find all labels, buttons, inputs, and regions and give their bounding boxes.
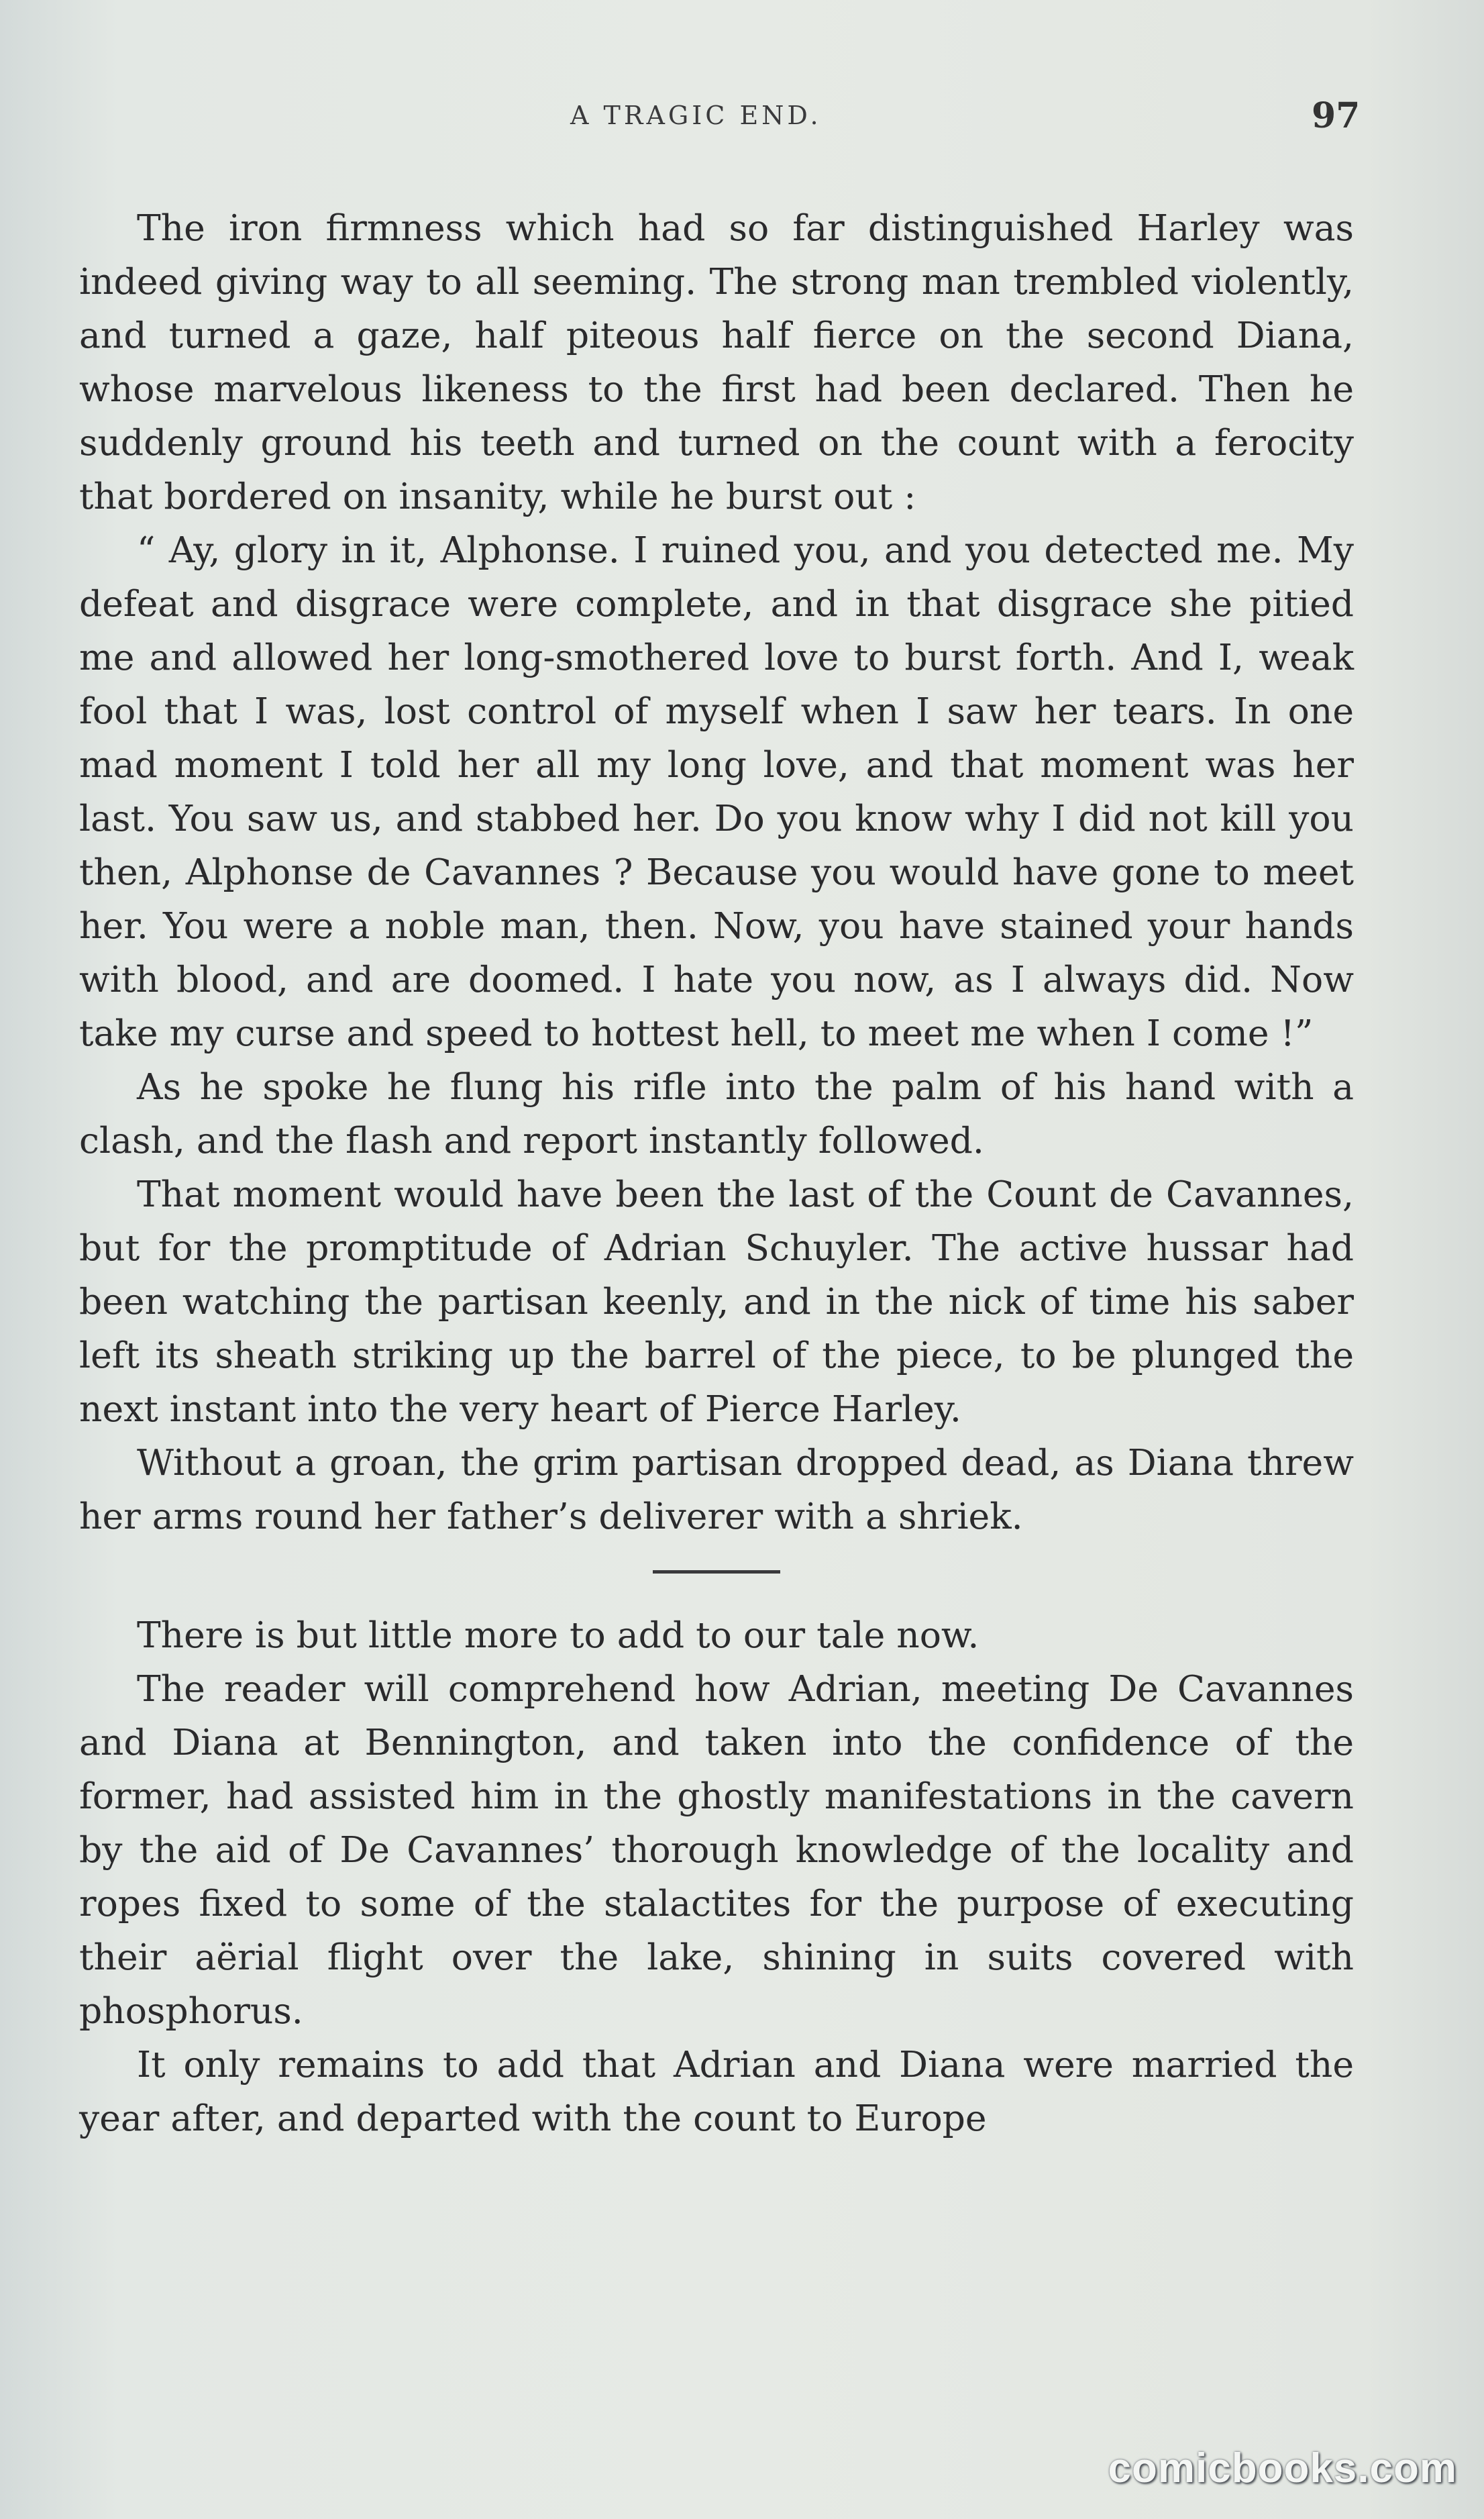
section-divider <box>653 1570 780 1574</box>
page-number: 97 <box>1312 95 1361 136</box>
paragraph: Without a groan, the grim partisan dropped dead, as Diana threw her arms round her father’s deliverer with a shriek. <box>79 1441 1354 1537</box>
running-head <box>0 95 1484 148</box>
paragraph: The reader will comprehend how Adrian, meeting De Cavannes and Diana at Bennington, and taken into the confidence of the former, had assisted him in the ghostly manifestations in the cavern by the aid of De Cavannes’ thorough knowledge of the locality and ropes fixed to some of the stalactites for the purpose of executing their aërial flight over the lake, shining in suits covered with phosphorus. <box>79 1667 1354 2032</box>
paragraph: It only remains to add that Adrian and Diana were married the year after, and departed with the count to Europe <box>79 2043 1354 2139</box>
paragraph: The iron firmness which had so far distinguished Harley was indeed giving way to all seeming. The strong man trembled violently, and turned a gaze, half piteous half fierce on the second Diana, whose marvelous likeness to the first had been declared. Then he suddenly ground his teeth and turned on the count with a ferocity that bordered on insanity, while he burst out : <box>79 207 1354 517</box>
paragraph: “ Ay, glory in it, Alphonse. I ruined you, and you detected me. My defeat and disgrace were complete, and in that disgrace she pitied me and allowed her long-smothered love to burst forth. And I, weak fool that I was, lost control of myself when I saw her tears. In one mad moment I told her all my long love, and that moment was her last. You saw us, and stabbed her. Do you know why I did not kill you then, Alphonse de Cavannes ? Because you would have gone to meet her. You were a noble man, then. Now, you have stained your hands with blood, and are doomed. I hate you now, as I always did. Now take my curse and speed to hottest hell, to meet me when I come !” <box>79 529 1354 1054</box>
paragraph: There is but little more to add to our tale now. <box>137 1614 979 1656</box>
paragraph: As he spoke he flung his rifle into the palm of his hand with a clash, and the flash and report instantly followed. <box>79 1066 1354 1162</box>
paragraph: That moment would have been the last of the Count de Cavannes, but for the promptitude of Adrian Schuyler. The active hussar had been watching the partisan keenly, and in the nick of time his saber left its sheath striking up the barrel of the piece, to be plunged the next instant into the very heart of Pierce Harley. <box>79 1173 1354 1430</box>
body-text <box>79 201 1354 2145</box>
running-title: A TRAGIC END. <box>570 101 822 130</box>
watermark: comicbooks.com <box>1108 2445 1457 2491</box>
